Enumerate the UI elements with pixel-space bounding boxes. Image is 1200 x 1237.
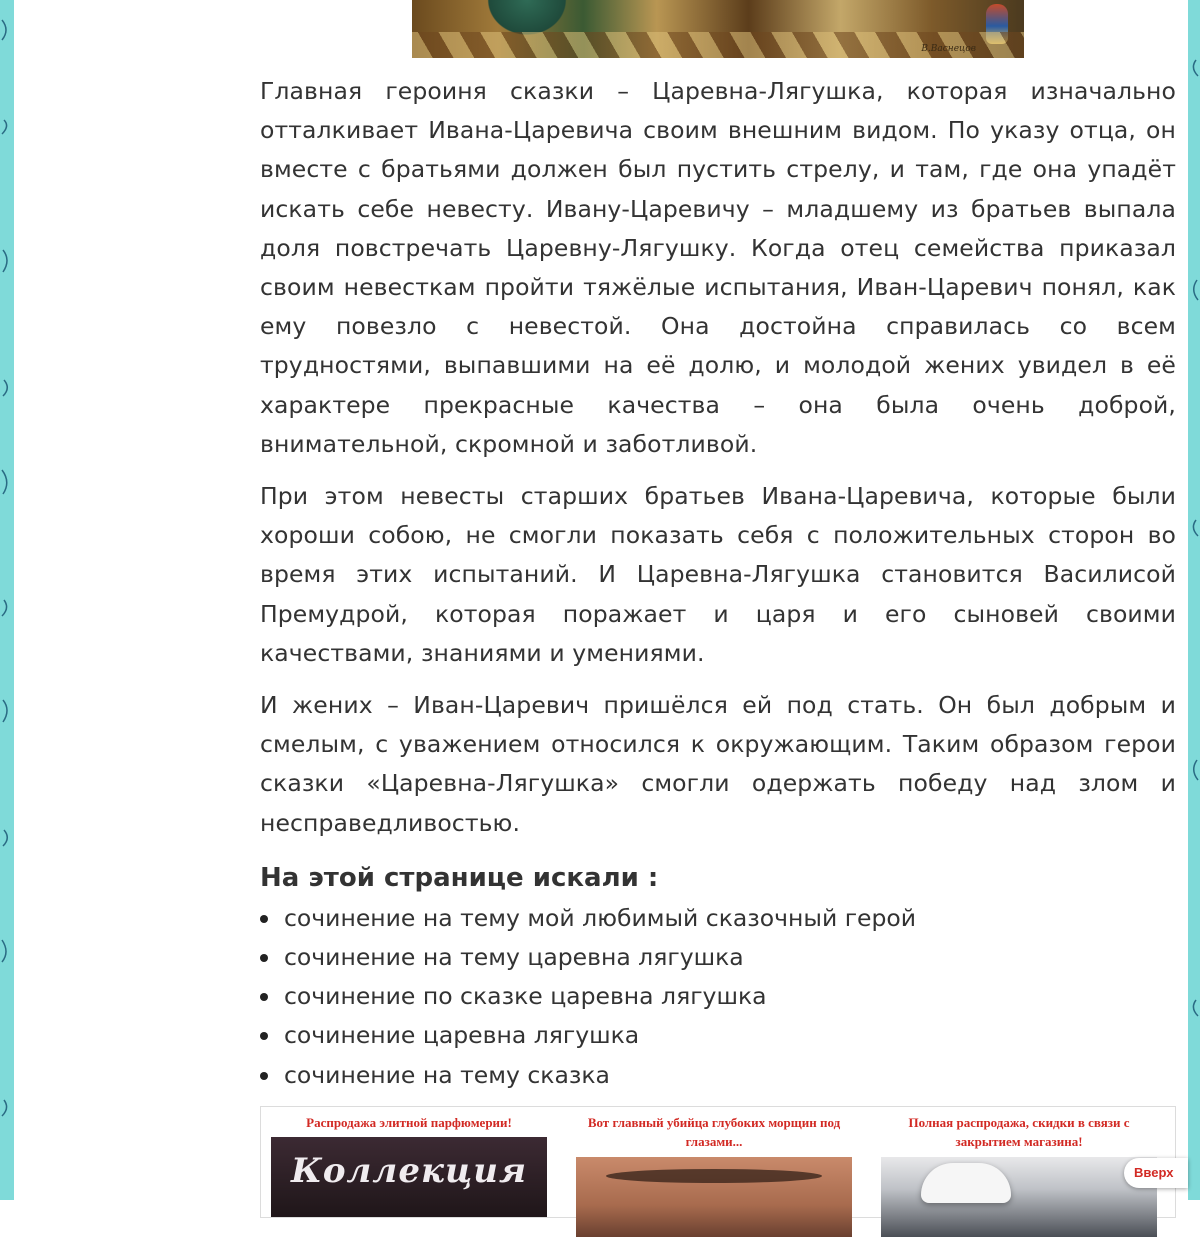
ad-card-sale[interactable] [871,1107,1167,1217]
searched-item-label: сочинение на тему сказка [284,1060,610,1089]
glove-shape [921,1163,1011,1203]
bullet-icon [260,915,268,923]
searched-item[interactable] [260,1056,1176,1095]
bullet-icon [260,993,268,1001]
searched-item[interactable] [260,977,1176,1016]
left-decorative-border [0,0,14,1200]
scroll-to-top-button[interactable]: Вверх [1124,1158,1188,1188]
searched-item-label: сочинение на тему царевна лягушка [284,943,744,972]
painting-signature: В.Васнецов [921,44,976,54]
article-paragraph: Главная героиня сказки – Царевна-Лягушка, которая изначально отталкивает Ивана-Царевича своим внешним видом. По указу отца, он вместе с братьями должен был пустить стрелу, и там, где она упадёт искать себе невесту. Ивану-Царевичу – младшему из братьев выпала доля повстречать Царевну-Лягушку. Когда отец семейства приказал своим невесткам пройти тяжёлые испытания, Иван-Царевич понял, как ему повезло с невестой. Она достойна справилась со всем трудностями, выпавшими на её долю, и молодой жених увидел в её характере прекрасные качества – она была очень доброй, внимательной, скромной и заботливой. [260,77,1176,458]
ad-card-perfume[interactable] [261,1107,557,1217]
searched-heading: На этой странице искали : [260,862,659,893]
swirl-pattern-icon [0,0,14,1200]
ad-headline[interactable]: Полная распродажа, скидки в связи с закрытием магазина! [908,1115,1130,1149]
bullet-icon [260,954,268,962]
ad-card-wrinkles[interactable] [566,1107,862,1217]
searched-item-label: сочинение на тему мой любимый сказочный герой [284,903,917,932]
searched-item[interactable] [260,1016,1176,1055]
article-content [260,72,1176,1095]
ad-headline[interactable]: Вот главный убийца глубоких морщин под глазами... [587,1115,841,1149]
ad-block [260,1106,1176,1218]
eyebrow-shape [606,1169,822,1183]
searched-item-label: сочинение по сказке царевна лягушка [284,982,767,1011]
bullet-icon [260,1072,268,1080]
ad-image[interactable] [576,1157,852,1237]
bullet-icon [260,1032,268,1040]
ad-image-text: Коллекция [290,1151,528,1191]
ad-image[interactable] [881,1157,1157,1237]
searched-item[interactable] [260,899,1176,938]
article-paragraph: При этом невесты старших братьев Ивана-Царевича, которые были хороши собою, не смогли показать себя с положительных сторон во время этих испытаний. И Царевна-Лягушка становится Василисой Премудрой, которая поражает и царя и его сыновей своими качествами, знаниями и умениями. [260,482,1176,667]
searched-list [260,899,1176,1095]
article-illustration [412,0,1024,58]
right-decorative-border [1188,0,1200,1200]
ad-image[interactable] [271,1137,547,1217]
ad-headline[interactable]: Распродажа элитной парфюмерии! [306,1115,512,1130]
swirl-pattern-icon [1188,0,1200,1200]
searched-item[interactable] [260,938,1176,977]
article-paragraph: И жених – Иван-Царевич пришёлся ей под стать. Он был добрым и смелым, с уважением относился к окружающим. Таким образом герои сказки «Царевна-Лягушка» смогли одержать победу над злом и несправедливостью. [260,691,1176,837]
searched-item-label: сочинение царевна лягушка [284,1021,640,1050]
